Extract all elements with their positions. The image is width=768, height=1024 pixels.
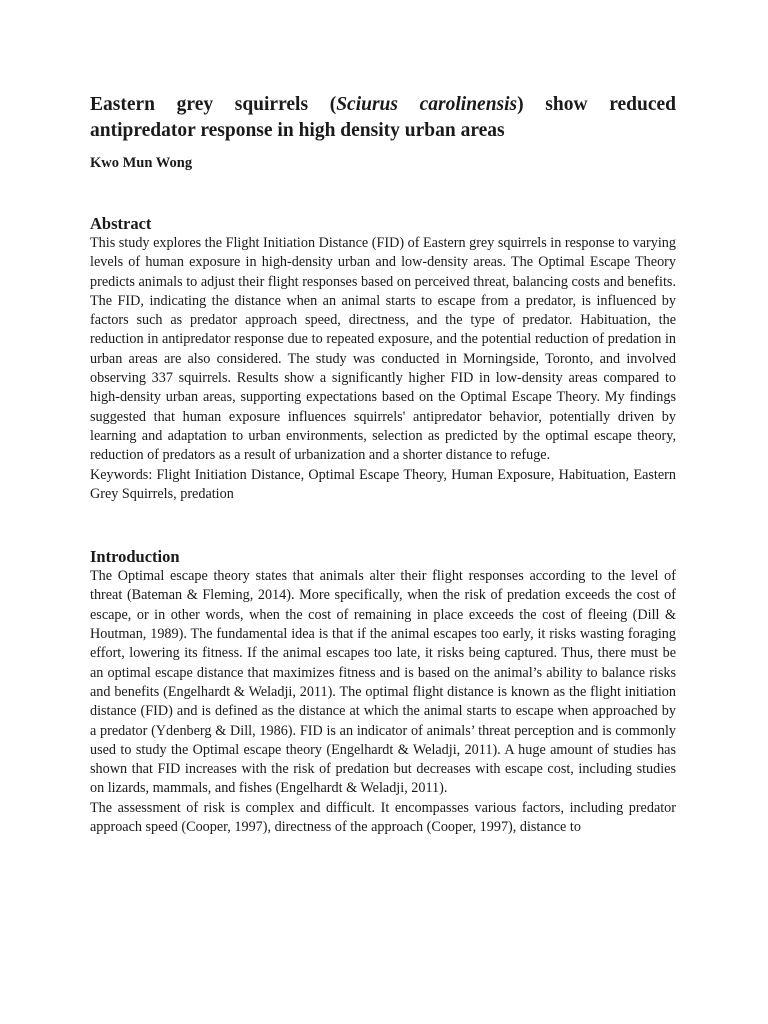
- paper-page: [90, 92, 676, 837]
- title-line-1: [90, 92, 676, 118]
- paper-title: [90, 92, 676, 144]
- title-prefix: Eastern grey squirrels (: [90, 94, 337, 115]
- abstract-heading: Abstract: [90, 214, 152, 233]
- author-name: Kwo Mun Wong: [90, 155, 193, 171]
- introduction-heading: Introduction: [90, 547, 180, 567]
- introduction-paragraph-2: The assessment of risk is complex and difficult. It encompasses various factors, including predator approach speed (Cooper, 1997), directness of the approach (Cooper, 1997), distance to: [90, 799, 676, 836]
- introduction-paragraph-1: The Optimal escape theory states that animals alter their flight responses according to the level of threat (Bateman & Fleming, 2014). More specifically, when the risk of predation exceeds the cost of escape, or in other words, when the cost of remaining in place exceeds the cost of fleeing (Dill & Houtman, 1989). The fundamental idea is that if the animal escapes too early, it risks wasting foraging effort, lowering its fitness. If the animal escapes too late, it risks being captured. Thus, there must be an optimal escape distance that maximizes fitness and is based on the animal’s ability to balance risks and benefits (Engelhardt & Weladji, 2011). The optimal flight distance is known as the flight initiation distance (FID) and is defined as the distance at which the animal starts to escape when approached by a predator (Ydenberg & Dill, 1986). FID is an indicator of animals’ threat perception and is commonly used to study the Optimal escape theory (Engelhardt & Weladji, 2011). A huge amount of studies has shown that FID increases with the risk of predation but decreases with escape cost, including studies on lizards, mammals, and fishes (Engelhardt & Weladji, 2011).: [90, 568, 676, 797]
- abstract-paragraph: This study explores the Flight Initiation Distance (FID) of Eastern grey squirrels in response to varying levels of human exposure in high-density urban and low-density areas. The Optimal Escape Theory predicts animals to adjust their flight responses based on perceived threat, balancing costs and benefits. The FID, indicating the distance when an animal starts to escape from a predator, is influenced by factors such as predator approach speed, directness, and the type of predator. Habituation, the reduction in antipredator response due to repeated exposure, and the potential reduction of predation in urban areas are also considered. The study was conducted in Morningside, Toronto, and involved observing 337 squirrels. Results show a significantly higher FID in low-density areas compared to high-density urban areas, supporting expectations based on the Optimal Escape Theory. My findings suggested that human exposure influences squirrels' antipredator behavior, potentially driven by learning and adaptation to urban environments, selection as predicted by the optimal escape theory, reduction of predators as a result of urbanization and a shorter distance to refuge.: [90, 235, 676, 464]
- title-line-2: antipredator response in high density urban areas: [90, 120, 505, 141]
- title-suffix: ) show reduced: [517, 94, 677, 115]
- keywords-paragraph: Keywords: Flight Initiation Distance, Optimal Escape Theory, Human Exposure, Habituation, Eastern Grey Squirrels, predation: [90, 466, 676, 502]
- title-species-name: Sciurus carolinensis: [336, 94, 518, 115]
